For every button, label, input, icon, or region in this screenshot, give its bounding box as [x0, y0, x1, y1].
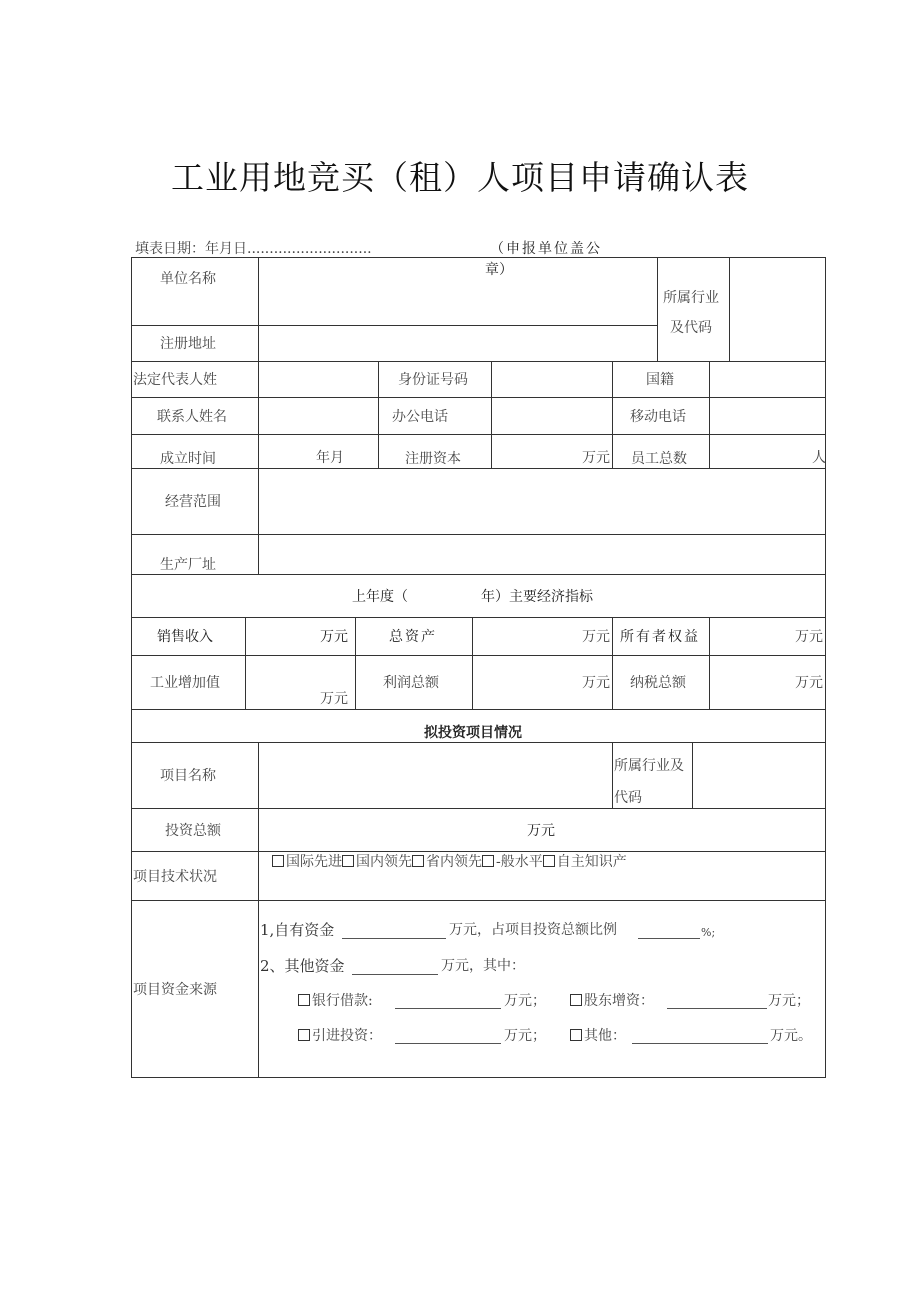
label-founded: 成立时间 [160, 451, 216, 467]
project-heading: 拟投资项目情况 [424, 725, 522, 741]
label-mobile: 移动电话 [630, 409, 686, 425]
other-unit: 万元。 [770, 1028, 812, 1044]
label-office-phone: 办公电话 [392, 409, 448, 425]
v-line [709, 361, 710, 468]
page-title: 工业用地竞买（租）人项目申请确认表 [171, 158, 749, 197]
sales-unit: 万元 [320, 629, 348, 645]
label-factory-site: 生产厂址 [160, 557, 216, 573]
tech-option: 自主知识产 [556, 854, 627, 870]
bank-loan [298, 993, 373, 1009]
checkbox-icon[interactable] [272, 855, 284, 867]
v-line [729, 257, 730, 361]
economic-heading-post: 年）主要经济指标 [481, 589, 593, 605]
bank-loan-label: 银行借款: [312, 993, 373, 1009]
border-right [825, 257, 826, 1078]
own-funds-blank[interactable] [342, 938, 446, 939]
v-line [258, 257, 259, 361]
h-line [131, 574, 826, 575]
checkbox-icon[interactable] [570, 1029, 582, 1041]
economic-heading-pre: 上年度（ [352, 589, 408, 605]
h-line [131, 655, 826, 656]
tech-options [272, 854, 627, 870]
shareholder-label: 股东增资： [584, 993, 654, 1009]
border-left [131, 257, 132, 1078]
assets-unit: 万元 [582, 629, 610, 645]
label-owner-equity: 所有者权益 [620, 629, 700, 645]
v-line [612, 742, 613, 808]
shareholder-unit: 万元； [768, 993, 810, 1009]
h-line [131, 900, 826, 901]
staff-unit: 人 [812, 450, 826, 466]
other-funds-label: 2、其他资金 [260, 957, 345, 975]
label-nationality: 国籍 [646, 372, 674, 388]
own-funds-label: 1,自有资金 [260, 921, 335, 939]
h-line [131, 361, 826, 362]
introduced [298, 1028, 382, 1044]
other-blank[interactable] [632, 1043, 768, 1044]
label-staff: 员工总数 [631, 451, 687, 467]
checkbox-icon[interactable] [342, 855, 354, 867]
other-label: 其他： [584, 1028, 626, 1044]
seal-note-2: 章） [485, 262, 513, 278]
label-industry-1: 所属行业 [663, 290, 719, 306]
label-id-number: 身份证号码 [398, 372, 468, 388]
other [570, 1028, 626, 1044]
label-address: 注册地址 [160, 336, 216, 352]
label-total-assets: 总资产 [389, 629, 437, 645]
label-industry-2: 及代码 [670, 320, 712, 336]
bank-loan-blank[interactable] [395, 1008, 501, 1009]
v-line [258, 468, 259, 574]
checkbox-icon[interactable] [570, 994, 582, 1006]
label-legal-rep: 法定代表人姓 [133, 372, 217, 388]
fill-date: 填表日期：年月日............................ [135, 241, 372, 257]
label-contact: 联系人姓名 [157, 409, 227, 425]
label-tech-status: 项目技术状况 [133, 869, 217, 885]
tax-unit: 万元 [795, 675, 823, 691]
label-project-industry-1: 所属行业及 [614, 758, 684, 774]
seal-note-1: （申报单位盖公 [490, 241, 602, 257]
v-line [657, 257, 658, 361]
label-profit: 利润总额 [383, 675, 439, 691]
v-line [709, 617, 710, 709]
h-line [131, 742, 826, 743]
h-line [131, 617, 826, 618]
label-company-name: 单位名称 [160, 271, 216, 287]
other-funds-blank[interactable] [352, 974, 438, 975]
tech-option: 国内领先 [356, 854, 412, 870]
investment-unit: 万元 [527, 823, 555, 839]
v-line [355, 617, 356, 709]
founded-unit: 年月 [316, 450, 344, 466]
shareholder [570, 993, 654, 1009]
checkbox-icon[interactable] [412, 855, 424, 867]
introduced-label: 引进投资： [312, 1028, 382, 1044]
label-project-name: 项目名称 [160, 768, 216, 784]
border-bottom [131, 1077, 826, 1078]
v-line [612, 361, 613, 468]
introduced-blank[interactable] [395, 1043, 501, 1044]
v-line [612, 617, 613, 709]
label-tax: 纳税总额 [630, 675, 686, 691]
introduced-unit: 万元； [504, 1028, 546, 1044]
label-investment: 投资总额 [165, 823, 221, 839]
h-line [131, 397, 826, 398]
h-line [131, 468, 826, 469]
h-line [131, 851, 826, 852]
label-business-scope: 经营范围 [165, 494, 221, 510]
checkbox-icon[interactable] [482, 855, 494, 867]
label-sales: 销售收入 [157, 629, 213, 645]
v-line [692, 742, 693, 808]
v-line [491, 361, 492, 468]
checkbox-icon[interactable] [543, 855, 555, 867]
profit-unit: 万元 [582, 675, 610, 691]
checkbox-icon[interactable] [298, 994, 310, 1006]
h-line [131, 709, 826, 710]
tech-option: 国际先进 [286, 854, 342, 870]
checkbox-icon[interactable] [298, 1029, 310, 1041]
border-top [131, 257, 826, 258]
v-line [378, 361, 379, 468]
label-capital: 注册资本 [405, 451, 461, 467]
label-funding-source: 项目资金来源 [133, 982, 217, 998]
v-line [245, 617, 246, 709]
bank-loan-unit: 万元； [504, 993, 546, 1009]
v-line [258, 361, 259, 468]
tech-option: 省内领先 [426, 854, 482, 870]
h-line [131, 808, 826, 809]
h-line [131, 534, 826, 535]
h-line [131, 434, 826, 435]
capital-unit: 万元 [582, 450, 610, 466]
label-project-industry-2: 代码 [614, 790, 642, 806]
equity-unit: 万元 [795, 629, 823, 645]
shareholder-blank[interactable] [667, 1008, 767, 1009]
h-line [131, 325, 657, 326]
other-funds-text: 万元，其中： [441, 958, 525, 974]
label-value-added: 工业增加值 [150, 675, 220, 691]
tech-option: -般水平 [496, 854, 543, 870]
v-line [258, 742, 259, 1077]
v-line [472, 617, 473, 709]
own-funds-pct: %; [701, 926, 716, 939]
own-funds-pct-blank[interactable] [638, 938, 700, 939]
own-funds-text: 万元，占项目投资总额比例 [449, 922, 617, 938]
value-added-unit: 万元 [320, 691, 348, 707]
